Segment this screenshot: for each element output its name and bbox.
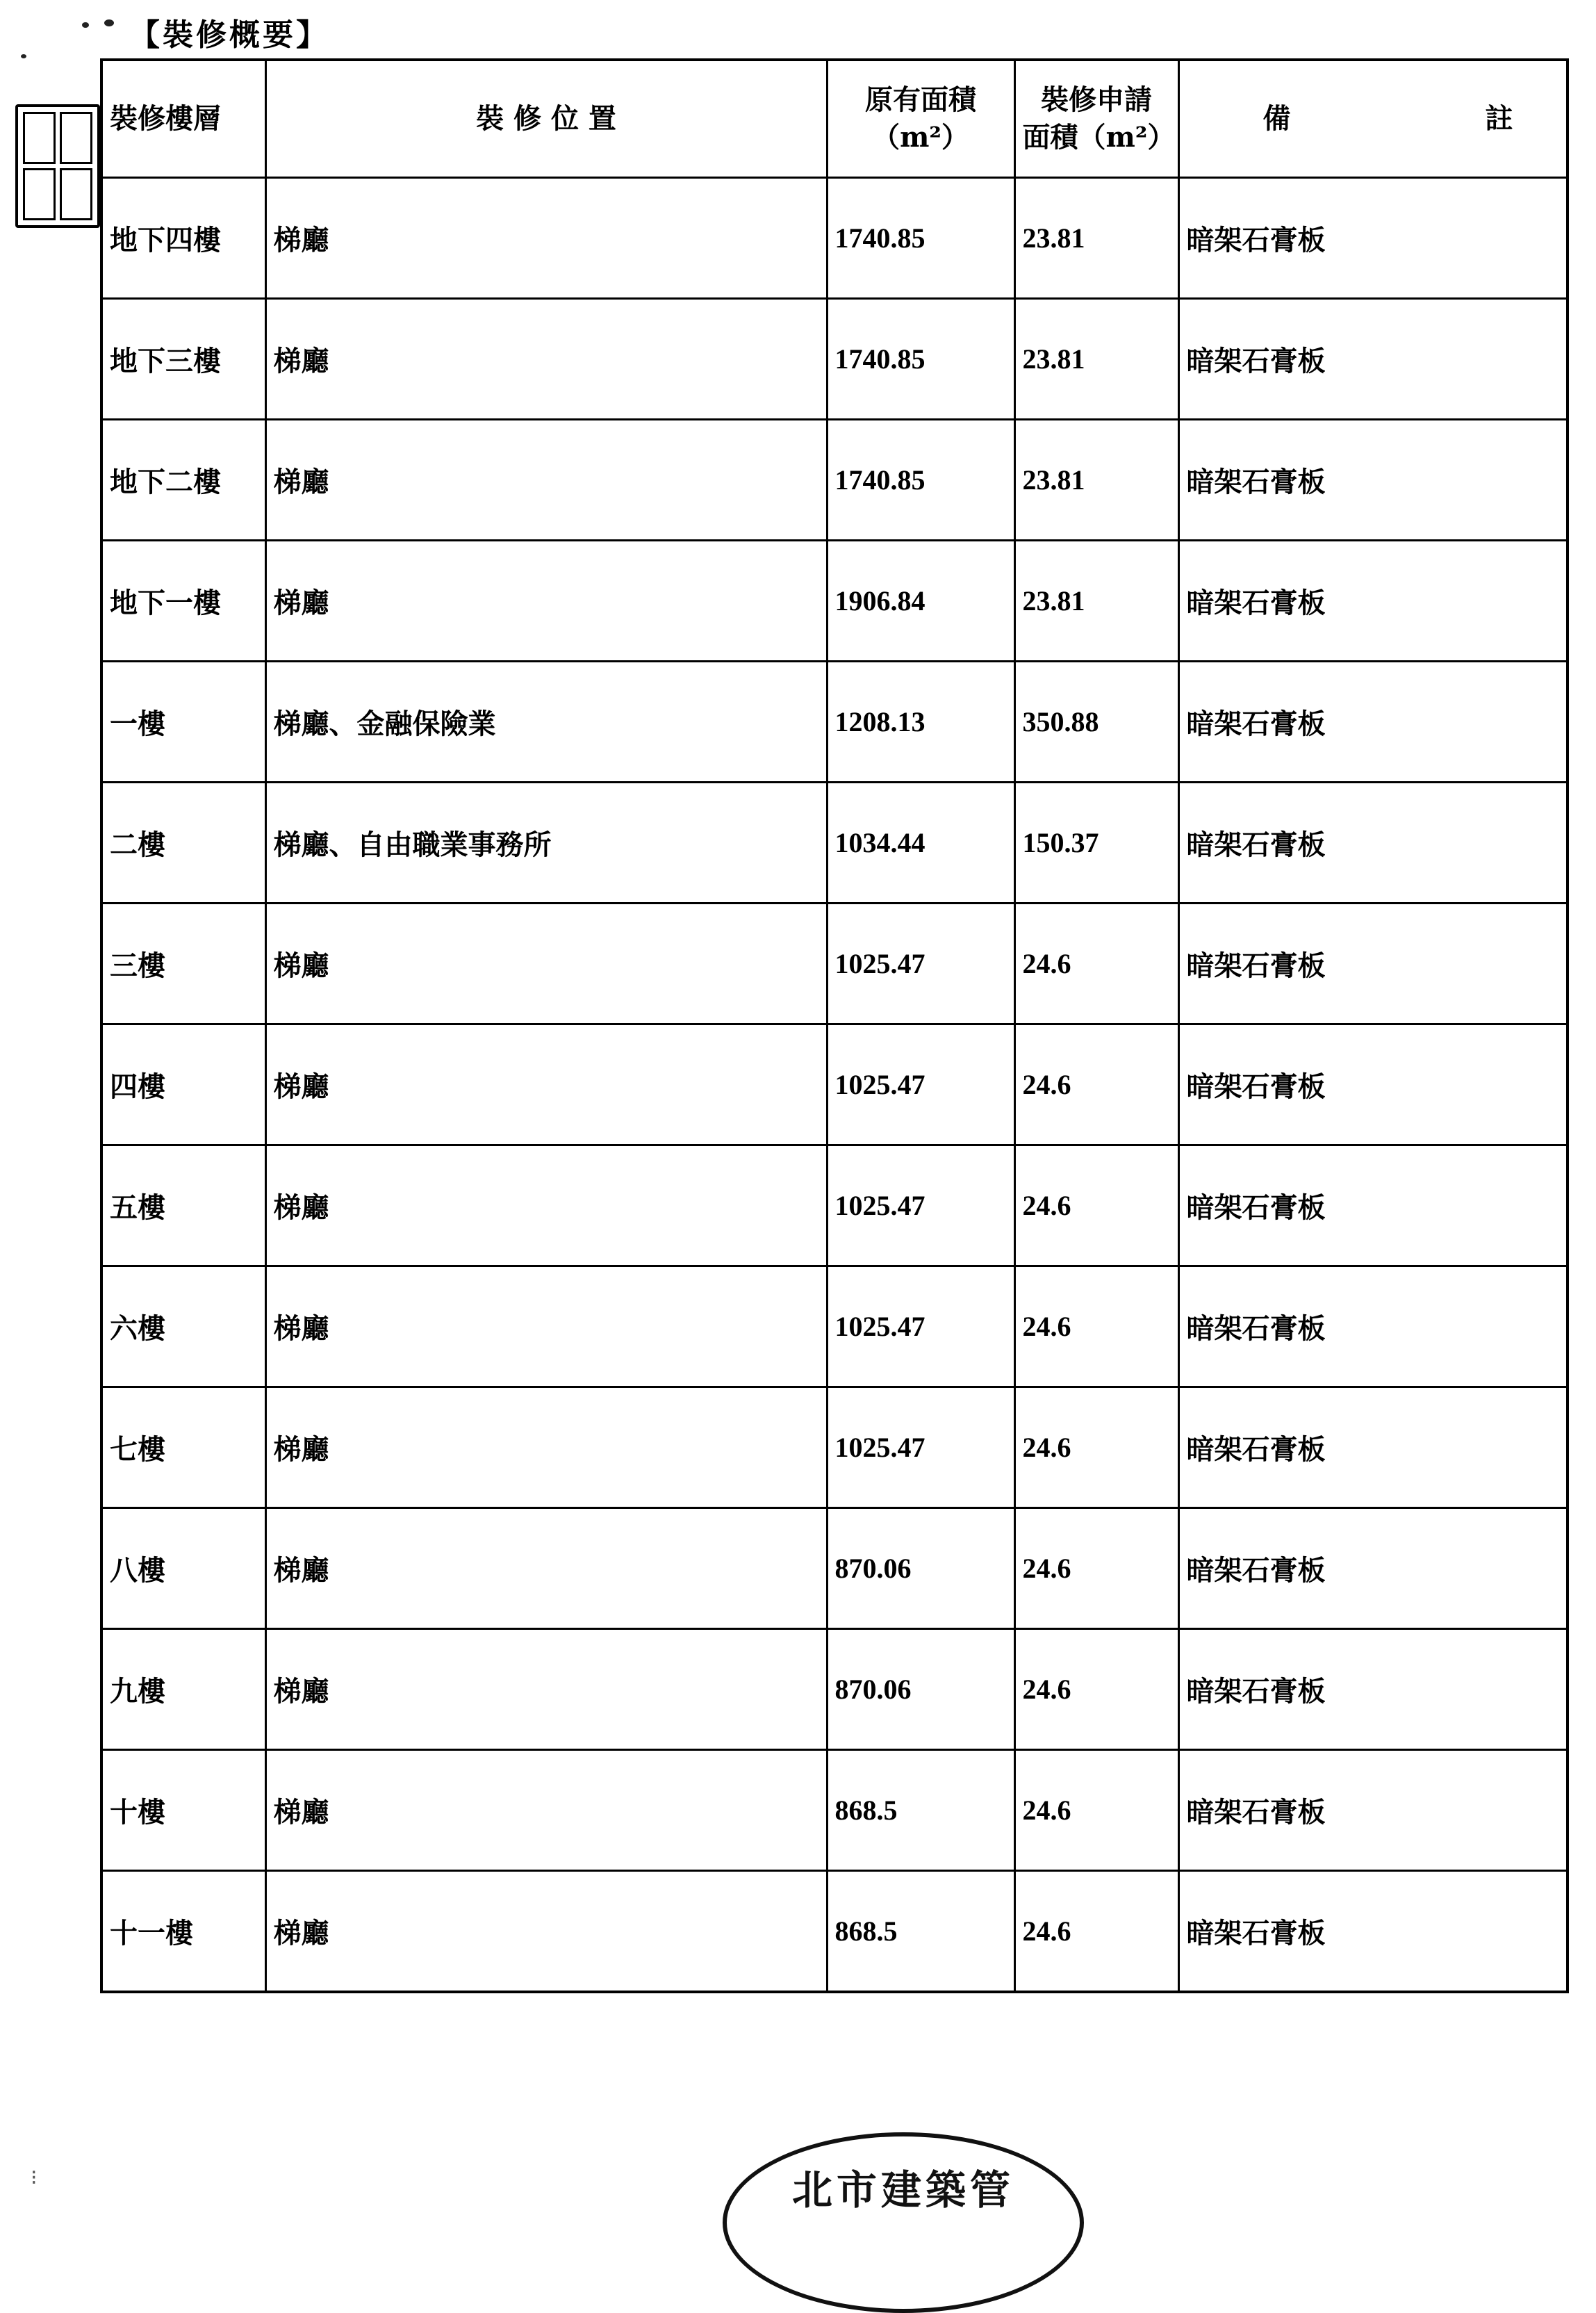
- cell-floor: 六樓: [101, 1266, 265, 1387]
- table-header-row: [101, 60, 1568, 178]
- seal-glyph-block: [60, 112, 92, 164]
- cell-floor: 八樓: [101, 1508, 265, 1629]
- cell-original-area: 868.5: [827, 1871, 1014, 1993]
- header-applied-area: [1014, 60, 1178, 178]
- cell-original-area: 1740.85: [827, 299, 1014, 420]
- seal-glyph-block: [23, 112, 56, 164]
- scan-speck: [82, 22, 89, 28]
- cell-floor: 地下三樓: [101, 299, 265, 420]
- cell-location: 梯廳: [265, 1266, 827, 1387]
- cell-floor: 二樓: [101, 783, 265, 904]
- cell-remark: 暗架石膏板: [1178, 1387, 1568, 1508]
- cell-location: 梯廳: [265, 420, 827, 541]
- table-row: [101, 904, 1568, 1024]
- cell-location: 梯廳: [265, 1750, 827, 1871]
- cell-location: 梯廳: [265, 904, 827, 1024]
- cell-applied-area: 23.81: [1014, 420, 1178, 541]
- table-row: [101, 1387, 1568, 1508]
- cell-remark: 暗架石膏板: [1178, 1266, 1568, 1387]
- cell-remark: 暗架石膏板: [1178, 1750, 1568, 1871]
- cell-applied-area: 350.88: [1014, 662, 1178, 783]
- cell-floor: 十一樓: [101, 1871, 265, 1993]
- cell-remark: 暗架石膏板: [1178, 1508, 1568, 1629]
- cell-floor: 地下四樓: [101, 178, 265, 299]
- cell-applied-area: 24.6: [1014, 1750, 1178, 1871]
- table-row: [101, 783, 1568, 904]
- cell-applied-area: 24.6: [1014, 1387, 1178, 1508]
- table-row: [101, 1145, 1568, 1266]
- cell-floor: 地下二樓: [101, 420, 265, 541]
- cell-location: 梯廳: [265, 1024, 827, 1145]
- cell-remark: 暗架石膏板: [1178, 299, 1568, 420]
- header-original-area-line1: 原有面積: [865, 83, 976, 116]
- cell-location: 梯廳: [265, 178, 827, 299]
- renovation-summary-table: [100, 58, 1569, 1993]
- cell-remark: 暗架石膏板: [1178, 1871, 1568, 1993]
- cell-original-area: 1025.47: [827, 1266, 1014, 1387]
- cell-original-area: 1034.44: [827, 783, 1014, 904]
- cell-applied-area: 23.81: [1014, 178, 1178, 299]
- cell-applied-area: 150.37: [1014, 783, 1178, 904]
- cell-remark: 暗架石膏板: [1178, 783, 1568, 904]
- header-location: 裝 修 位 置: [265, 60, 827, 178]
- header-remark-right: 註: [1485, 102, 1513, 135]
- seal-stamp-left: [15, 104, 100, 228]
- table-row: [101, 662, 1568, 783]
- cell-applied-area: 24.6: [1014, 1871, 1178, 1993]
- renovation-summary-table-container: [100, 58, 1594, 1993]
- cell-floor: 七樓: [101, 1387, 265, 1508]
- cell-remark: 暗架石膏板: [1178, 904, 1568, 1024]
- table-row: [101, 1871, 1568, 1993]
- header-remark: [1178, 60, 1568, 178]
- cell-remark: 暗架石膏板: [1178, 1145, 1568, 1266]
- header-original-area: [827, 60, 1014, 178]
- cell-original-area: 1740.85: [827, 178, 1014, 299]
- cell-applied-area: 24.6: [1014, 1508, 1178, 1629]
- cell-original-area: 1025.47: [827, 1024, 1014, 1145]
- cell-applied-area: 24.6: [1014, 1266, 1178, 1387]
- table-row: [101, 1629, 1568, 1750]
- table-row: [101, 299, 1568, 420]
- cell-remark: 暗架石膏板: [1178, 420, 1568, 541]
- seal-stamp-text: 北市建築管: [791, 2166, 1014, 2214]
- table-row: [101, 178, 1568, 299]
- cell-location: 梯廳: [265, 1145, 827, 1266]
- cell-remark: 暗架石膏板: [1178, 1024, 1568, 1145]
- seal-glyph-block: [23, 168, 56, 220]
- table-row: [101, 1508, 1568, 1629]
- seal-glyph-block: [60, 168, 92, 220]
- cell-applied-area: 24.6: [1014, 904, 1178, 1024]
- table-row: [101, 420, 1568, 541]
- table-row: [101, 1024, 1568, 1145]
- cell-floor: 九樓: [101, 1629, 265, 1750]
- cell-applied-area: 24.6: [1014, 1024, 1178, 1145]
- cell-original-area: 1025.47: [827, 904, 1014, 1024]
- header-applied-area-line1: 裝修申請: [1041, 83, 1152, 116]
- cell-location: 梯廳: [265, 1629, 827, 1750]
- header-original-area-line2: （m²）: [872, 121, 969, 154]
- scan-speck: [104, 19, 114, 26]
- table-row: [101, 1750, 1568, 1871]
- cell-original-area: 1208.13: [827, 662, 1014, 783]
- cell-remark: 暗架石膏板: [1178, 662, 1568, 783]
- scan-edge-mark: ⁝: [31, 2166, 38, 2190]
- section-heading: 【裝修概要】: [129, 17, 329, 53]
- cell-original-area: 870.06: [827, 1629, 1014, 1750]
- cell-floor: 地下一樓: [101, 541, 265, 662]
- official-seal-stamp: [723, 2132, 1084, 2313]
- cell-floor: 五樓: [101, 1145, 265, 1266]
- table-row: [101, 1266, 1568, 1387]
- cell-remark: 暗架石膏板: [1178, 1629, 1568, 1750]
- cell-original-area: 870.06: [827, 1508, 1014, 1629]
- cell-applied-area: 23.81: [1014, 541, 1178, 662]
- cell-original-area: 1025.47: [827, 1145, 1014, 1266]
- table-row: [101, 541, 1568, 662]
- cell-location: 梯廳: [265, 541, 827, 662]
- cell-original-area: 1740.85: [827, 420, 1014, 541]
- header-applied-area-line2: 面積（m²）: [1022, 121, 1176, 154]
- cell-location: 梯廳: [265, 1871, 827, 1993]
- cell-applied-area: 24.6: [1014, 1145, 1178, 1266]
- scan-speck: [21, 54, 26, 58]
- cell-original-area: 1025.47: [827, 1387, 1014, 1508]
- cell-location: 梯廳: [265, 1387, 827, 1508]
- cell-remark: 暗架石膏板: [1178, 541, 1568, 662]
- cell-floor: 十樓: [101, 1750, 265, 1871]
- cell-applied-area: 23.81: [1014, 299, 1178, 420]
- cell-location: 梯廳、自由職業事務所: [265, 783, 827, 904]
- cell-location: 梯廳: [265, 299, 827, 420]
- cell-location: 梯廳: [265, 1508, 827, 1629]
- cell-applied-area: 24.6: [1014, 1629, 1178, 1750]
- cell-remark: 暗架石膏板: [1178, 178, 1568, 299]
- header-remark-left: 備: [1262, 102, 1291, 135]
- cell-original-area: 1906.84: [827, 541, 1014, 662]
- cell-floor: 四樓: [101, 1024, 265, 1145]
- cell-location: 梯廳、金融保險業: [265, 662, 827, 783]
- cell-original-area: 868.5: [827, 1750, 1014, 1871]
- cell-floor: 三樓: [101, 904, 265, 1024]
- header-floor: 裝修樓層: [101, 60, 265, 178]
- cell-floor: 一樓: [101, 662, 265, 783]
